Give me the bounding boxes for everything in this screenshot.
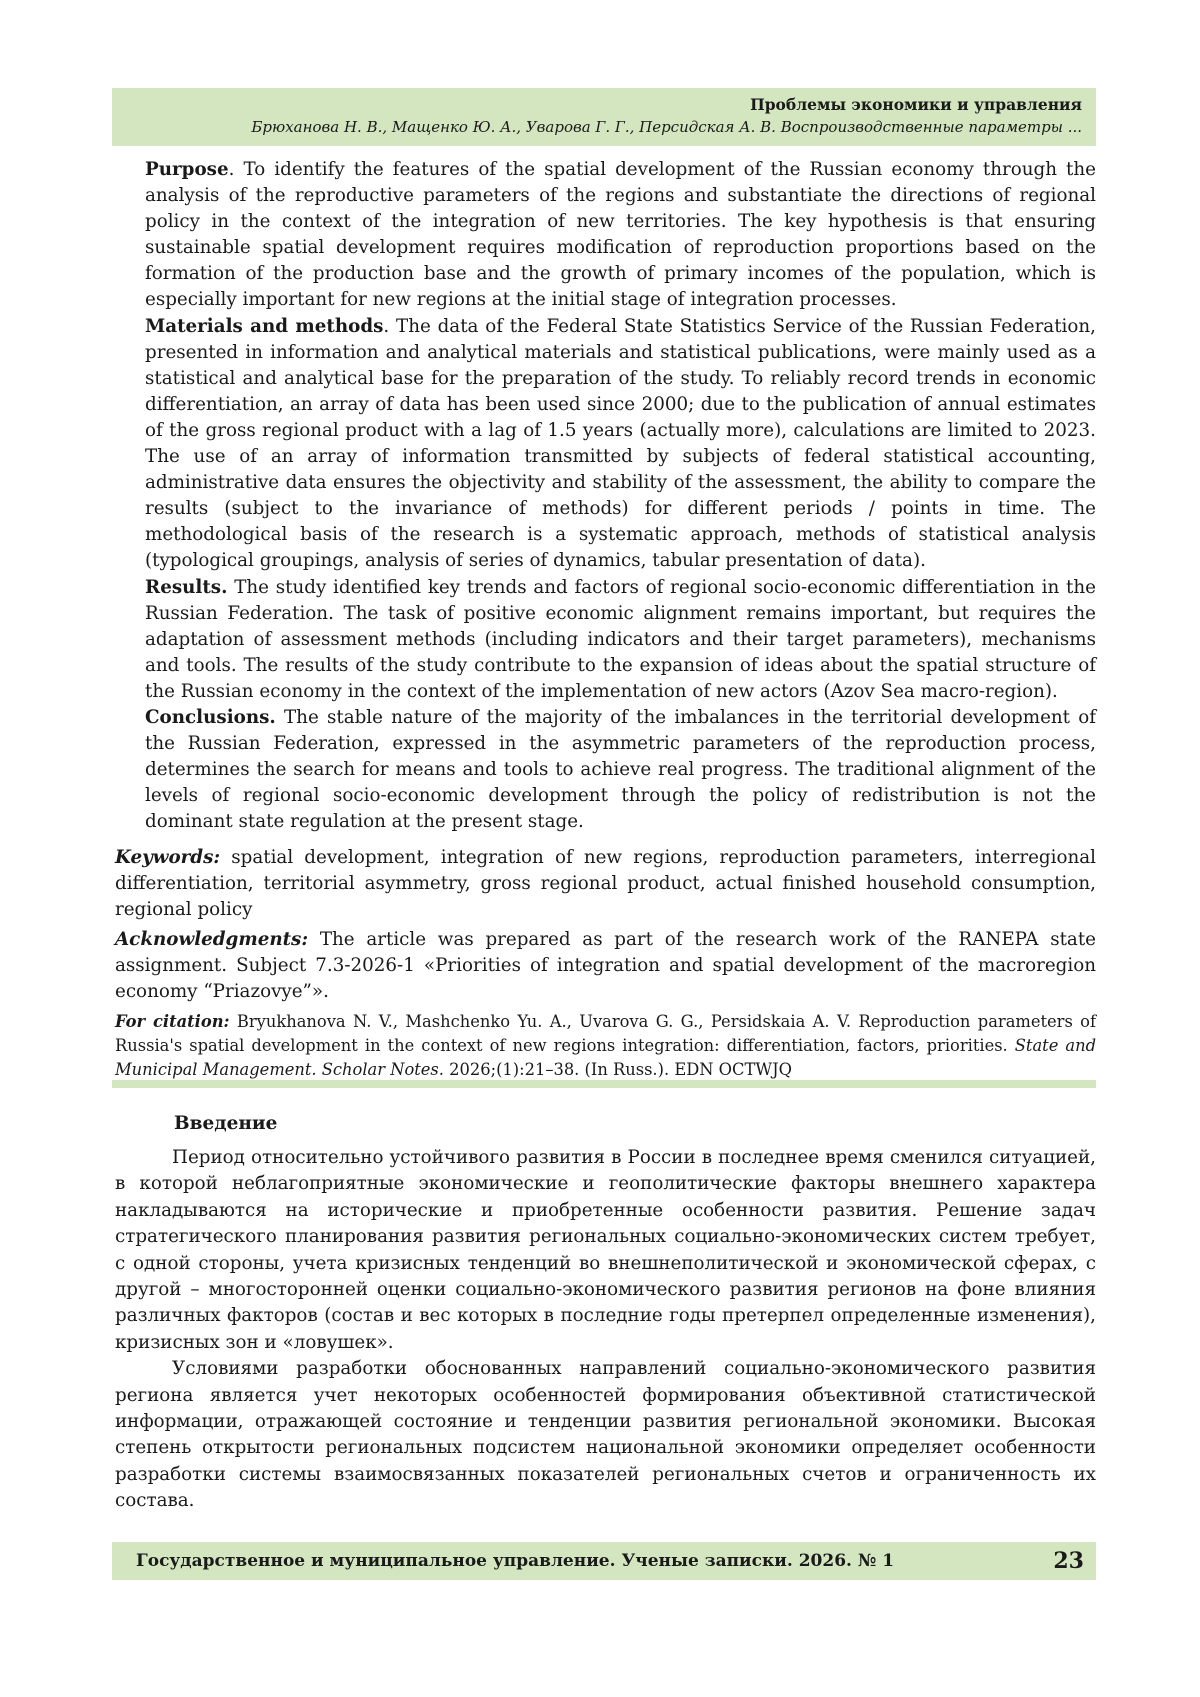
purpose-label: Purpose [145,159,229,180]
section-divider [112,1080,1096,1088]
results-text: The study identified key trends and factors of regional socio-economic differentiation in the Russian Federation. The task of positive economic alignment remains important, but requires the adaptation of assessment methods (including indicators and their target parameters), mechanisms and tools. The results of the study contribute to the expansion of ideas about the spatial structure of the Russian economy in the context of the implementation of new actors (Azov Sea macro-region). [145,576,1096,702]
acknowledgments [115,927,1096,1005]
citation-journal: State and Municipal Management. Scholar Notes. [115,1036,1096,1079]
keywords-label: Keywords: [115,847,221,868]
citation-label: For citation: [115,1012,230,1031]
acknowledgments-text: The article was prepared as part of the research work of the RANEPA state assignment. Subject 7.3-2026-1 «Priorities of integration and spatial development of the macroregion economy “Priazovye”». [115,929,1096,1003]
abstract-conclusions [145,705,1096,835]
conclusions-label: Conclusions. [145,706,276,728]
abstract [145,157,1096,835]
keywords [115,845,1096,923]
results-label: Results. [145,576,228,598]
journal-section-title: Проблемы экономики и управления [750,95,1082,114]
keywords-text: spatial development, integration of new regions, reproduction parameters, interregional differentiation, territorial asymmetry, gross regional product, actual finished household consumption, regional policy [115,847,1096,921]
abstract-methods [145,314,1096,575]
page-number: 23 [1053,1548,1084,1574]
methods-label: Materials and methods [145,315,384,337]
introduction-body [115,1145,1096,1515]
citation-tail: 2026;(1):21–38. (In Russ.). EDN OCTWJQ [443,1060,792,1079]
methods-text: . The data of the Federal State Statistics Service of the Russian Federation, presented in information and analytical materials and statistical publications, were mainly used as a statistical and analytical base for the preparation of the study. To reliably record trends in economic differentiation, an array of data has been used since 2000; due to the publication of annual estimates of the gross regional product with a lag of 1.5 years (actually more), calculations are limited to 2023. The use of an array of information transmitted by subjects of federal statistical accounting, administrative data ensures the objectivity and stability of the assessment, the ability to compare the results (subject to the invariance of methods) for different periods / points in time. The methodological basis of the research is a systematic approach, methods of statistical analysis (typological groupings, analysis of series of dynamics, tabular presentation of data). [145,315,1096,572]
intro-paragraph-1: Период относительно устойчивого развития в России в последнее время сменился ситуацией, в которой неблагоприятные экономические и геополитические факторы внешнего характера накладываются на исторические и приобретенные особенности развития. Решение задач стратегического планирования развития региональных социально-экономических систем требует, с одной стороны, учета кризисных тенденций во внешнеполитической и экономической сферах, с другой – многосторонней оценки социально-экономического развития регионов на фоне влияния различных факторов (состав и вес которых в последние годы претерпел определенные изменения), кризисных зон и «ловушек». [115,1147,1096,1353]
conclusions-text: The stable nature of the majority of the imbalances in the territorial development of the Russian Federation, expressed in the asymmetric parameters of the reproduction process, determines the search for means and tools to achieve real progress. The traditional alignment of the levels of regional socio-economic development through the policy of redistribution is not the dominant state regulation at the present stage. [145,706,1096,833]
abstract-results [145,575,1096,705]
purpose-text: . To identify the features of the spatial development of the Russian economy through the analysis of the reproductive parameters of the regions and substantiate the directions of regional policy in the context of the integration of new territories. The key hypothesis is that ensuring sustainable spatial development requires modification of reproduction proportions based on the formation of the production base and the growth of primary incomes of the population, which is especially important for new regions at the initial stage of integration processes. [145,159,1096,311]
intro-paragraph-2: Условиями разработки обоснованных направлений социально-экономического развития региона является учет некоторых особенностей формирования объективной статистической информации, отражающей состояние и тенденции развития региональной экономики. Высокая степень открытости региональных подсистем национальной экономики определяет особенности разработки системы взаимосвязанных показателей региональных счетов и ограниченность их состава. [115,1358,1096,1512]
citation [115,1010,1096,1082]
acknowledgments-label: Acknowledgments: [115,929,309,950]
article-running-title: Брюханова Н. В., Мащенко Ю. А., Уварова Г. Г., Персидская А. В. Воспроизводственные параметры ... [251,118,1082,136]
introduction-heading: Введение [174,1113,278,1134]
abstract-purpose [145,157,1096,314]
page-footer [112,1542,1096,1580]
running-header [112,88,1096,146]
footer-journal-title: Государственное и муниципальное управление. Ученые записки. 2026. № 1 [136,1551,895,1571]
citation-text: Bryukhanova N. V., Mashchenko Yu. A., Uvarova G. G., Persidskaia A. V. Reproduction parameters of Russia's spatial development in the context of new regions integration: differentiation, factors, priorities. [115,1012,1096,1055]
